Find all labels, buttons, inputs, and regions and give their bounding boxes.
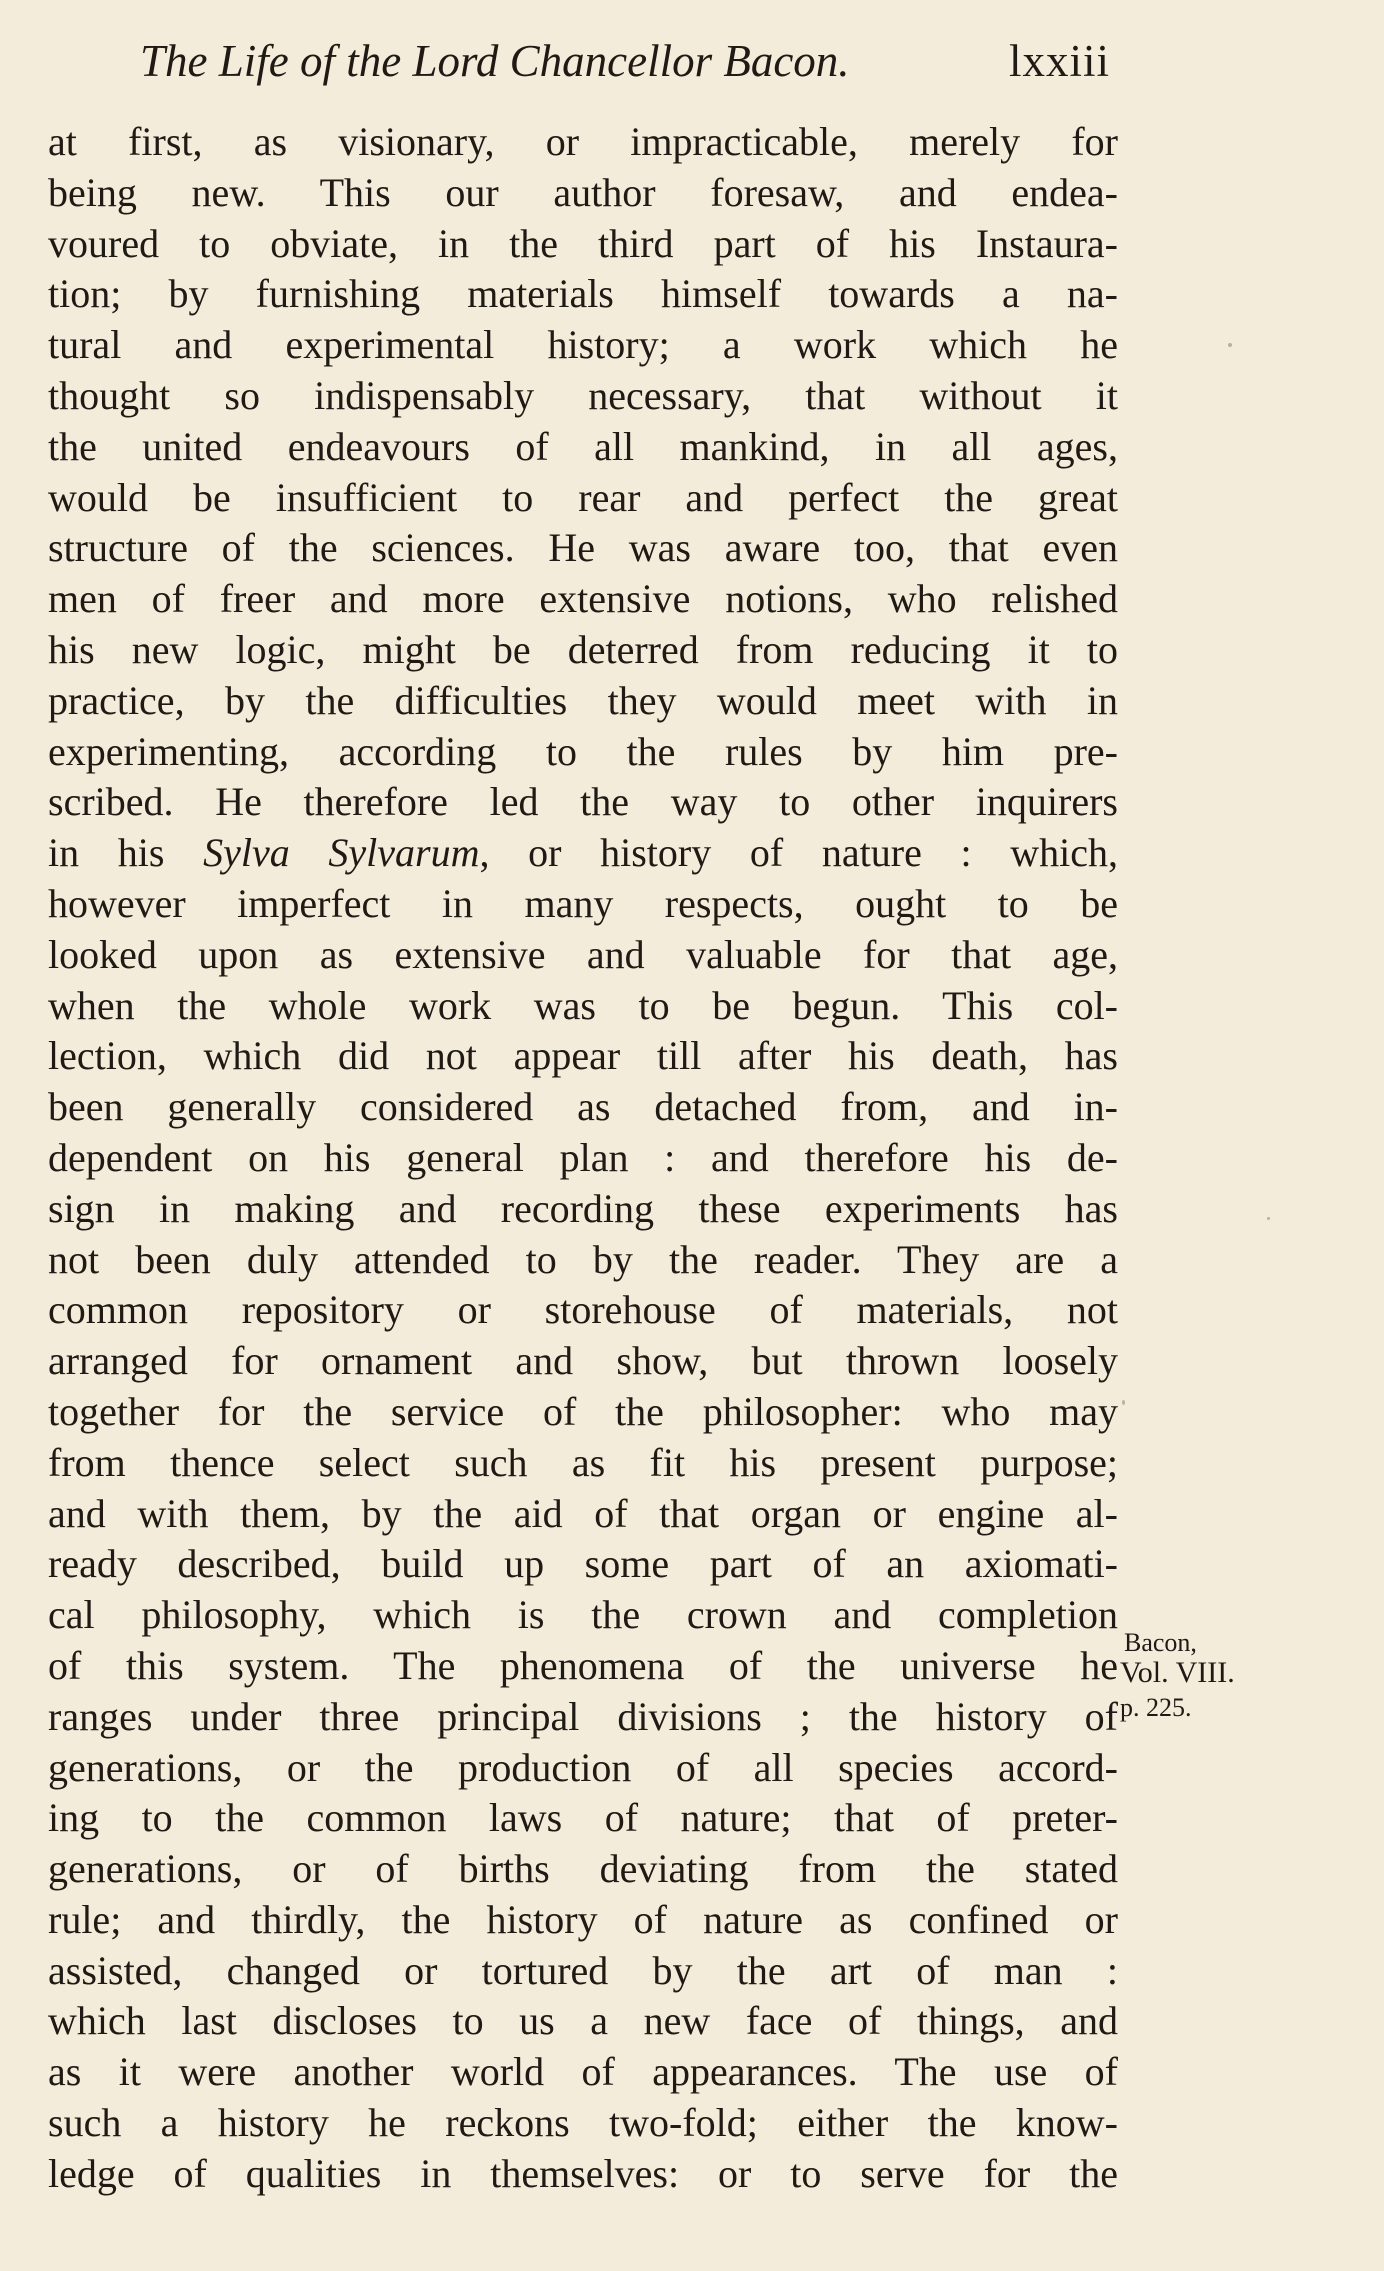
- margin-citation-page: p. 225.: [1120, 1693, 1192, 1722]
- text-line: tural and experimental history; a work which he: [48, 322, 1118, 368]
- text-line: rule; and thirdly, the history of nature as confined or: [48, 1896, 1118, 1942]
- text-line: experimenting, according to the rules by him pre-: [48, 728, 1118, 774]
- text-line: however imperfect in many respects, ought to be: [48, 880, 1118, 926]
- text-line: such a history he reckons two-fold; either the know-: [48, 2100, 1118, 2146]
- text-line: voured to obviate, in the third part of his Instaura-: [48, 220, 1118, 266]
- text-line: being new. This our author foresaw, and endea-: [48, 169, 1118, 215]
- text-line: together for the service of the philosopher: who may: [48, 1388, 1118, 1434]
- body-text: [48, 117, 1118, 2200]
- text-line: his new logic, might be deterred from reducing it to: [48, 626, 1118, 672]
- text-line: structure of the sciences. He was aware too, that even: [48, 525, 1118, 571]
- text-line: looked upon as extensive and valuable for that age,: [48, 931, 1118, 977]
- text-line: generations, or the production of all species accord-: [48, 1744, 1118, 1790]
- text-line: from thence select such as fit his present purpose;: [48, 1439, 1118, 1485]
- page-number: lxxiii: [1008, 36, 1110, 86]
- text-line: dependent on his general plan : and therefore his de-: [48, 1134, 1118, 1180]
- text-line: common repository or storehouse of materials, not: [48, 1287, 1118, 1333]
- text-line: scribed. He therefore led the way to other inquirers: [48, 779, 1118, 825]
- text-line: when the whole work was to be begun. This col-: [48, 982, 1118, 1028]
- text-line: assisted, changed or tortured by the art of man :: [48, 1947, 1118, 1993]
- margin-citation-volume: Vol. VIII.: [1120, 1656, 1235, 1689]
- text-line: ranges under three principal divisions ; the history of: [48, 1693, 1118, 1739]
- text-line: generations, or of births deviating from the stated: [48, 1846, 1118, 1892]
- text-line: lection, which did not appear till after his death, has: [48, 1033, 1118, 1079]
- paper-speck: [1267, 1217, 1270, 1220]
- text-line: been generally considered as detached from, and in-: [48, 1084, 1118, 1130]
- running-title: The Life of the Lord Chancellor Bacon.: [140, 36, 850, 86]
- paper-speck: [1228, 343, 1232, 347]
- text-line: at first, as visionary, or impracticable, merely for: [48, 119, 1118, 164]
- text-line: and with them, by the aid of that organ or engine al-: [48, 1490, 1118, 1536]
- text-line: in his Sylva Sylvarum, or history of nature : which,: [48, 830, 1118, 876]
- text-line: ready described, build up some part of an axiomati-: [48, 1541, 1118, 1587]
- text-line: the united endeavours of all mankind, in all ages,: [48, 423, 1118, 469]
- running-head: [140, 30, 1110, 92]
- text-line: sign in making and recording these experiments has: [48, 1185, 1118, 1231]
- italic-title: Sylva Sylvarum: [203, 830, 480, 876]
- margin-citation: [1120, 1628, 1280, 1728]
- text-line: which last discloses to us a new face of things, and: [48, 1998, 1118, 2044]
- text-line: men of freer and more extensive notions, who relished: [48, 576, 1118, 622]
- text-line: ing to the common laws of nature; that of preter-: [48, 1795, 1118, 1841]
- paper-speck: [1122, 1400, 1125, 1405]
- text-line: ledge of qualities in themselves: or to serve for the: [48, 2150, 1118, 2196]
- text-line: arranged for ornament and show, but thrown loosely: [48, 1338, 1118, 1384]
- text-line: cal philosophy, which is the crown and completion: [48, 1592, 1118, 1638]
- text-line: of this system. The phenomena of the universe he: [48, 1642, 1118, 1688]
- text-line: as it were another world of appearances. The use of: [48, 2049, 1118, 2095]
- text-line: would be insufficient to rear and perfect the great: [48, 474, 1118, 520]
- text-line: not been duly attended to by the reader. They are a: [48, 1236, 1118, 1282]
- text-line: tion; by furnishing materials himself towards a na-: [48, 271, 1118, 317]
- text-line: practice, by the difficulties they would meet with in: [48, 677, 1118, 723]
- margin-citation-author: Bacon,: [1124, 1628, 1197, 1657]
- text-line: thought so indispensably necessary, that without it: [48, 372, 1118, 418]
